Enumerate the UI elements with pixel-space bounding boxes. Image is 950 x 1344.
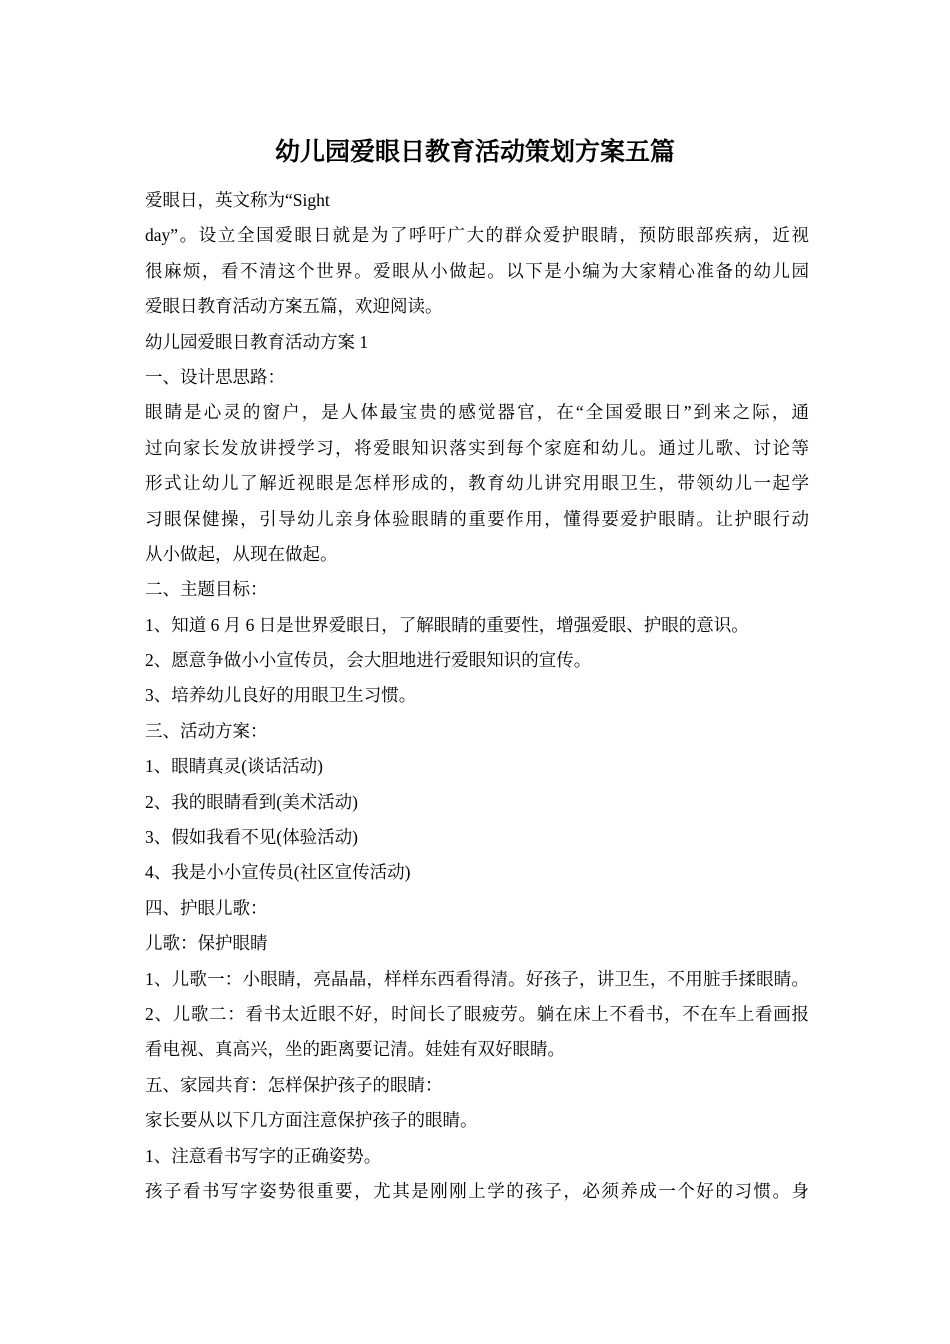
list-item: 1、眼睛真灵(谈话活动)	[145, 756, 323, 777]
text-line: 儿歌：保护眼睛	[145, 933, 268, 954]
section-heading: 一、设计思思路：	[145, 366, 285, 387]
text-line: 从小做起，从现在做起。	[145, 543, 338, 564]
list-item: 2、我的眼睛看到(美术活动)	[145, 791, 358, 812]
text-line: 习眼保健操，引导幼儿亲身体验眼睛的重要作用，懂得要爱护眼睛。让护眼行动	[145, 508, 809, 529]
text-line: 家长要从以下几方面注意保护孩子的眼睛。	[145, 1110, 478, 1131]
list-item: 1、知道 6 月 6 日是世界爱眼日，了解眼睛的重要性，增强爱眼、护眼的意识。	[145, 614, 749, 635]
text-line: day”。设立全国爱眼日就是为了呼吁广大的群众爱护眼睛，预防眼部疾病，近视	[145, 225, 809, 246]
section-heading: 二、主题目标：	[145, 579, 268, 600]
text-line: 孩子看书写字姿势很重要，尤其是刚刚上学的孩子，必须养成一个好的习惯。身	[145, 1180, 809, 1201]
list-item: 2、愿意争做小小宣传员，会大胆地进行爱眼知识的宣传。	[145, 650, 592, 671]
text-line: 看电视、真高兴，坐的距离要记清。娃娃有双好眼睛。	[145, 1039, 565, 1060]
text-line: 爱眼日，英文称为“Sight	[145, 190, 330, 210]
list-item: 3、培养幼儿良好的用眼卫生习惯。	[145, 685, 417, 706]
section-heading: 三、活动方案：	[145, 720, 268, 741]
section-heading: 幼儿园爱眼日教育活动方案 1	[145, 331, 369, 352]
document-body	[145, 186, 809, 1212]
section-heading: 五、家园共育：怎样保护孩子的眼睛：	[145, 1074, 443, 1095]
section-heading: 四、护眼儿歌：	[145, 897, 268, 918]
list-item: 1、儿歌一：小眼睛，亮晶晶，样样东西看得清。好孩子，讲卫生，不用脏手揉眼睛。	[145, 968, 809, 989]
list-item: 4、我是小小宣传员(社区宣传活动)	[145, 862, 411, 883]
text-line: 很麻烦，看不清这个世界。爱眼从小做起。以下是小编为大家精心准备的幼儿园	[145, 260, 809, 281]
text-line: 过向家长发放讲授学习，将爱眼知识落实到每个家庭和幼儿。通过儿歌、讨论等	[145, 437, 809, 458]
text-line: 眼睛是心灵的窗户，是人体最宝贵的感觉器官，在“全国爱眼日”到来之际，通	[145, 402, 809, 423]
document-title: 幼儿园爱眼日教育活动策划方案五篇	[274, 137, 675, 166]
list-item: 3、假如我看不见(体验活动)	[145, 827, 358, 848]
list-item: 2、儿歌二：看书太近眼不好，时间长了眼疲劳。躺在床上不看书，不在车上看画报	[145, 1003, 809, 1024]
list-item: 1、注意看书写字的正确姿势。	[145, 1145, 382, 1166]
text-line: 爱眼日教育活动方案五篇，欢迎阅读。	[145, 296, 443, 317]
text-line: 形式让幼儿了解近视眼是怎样形成的，教育幼儿讲究用眼卫生，带领幼儿一起学	[145, 473, 809, 494]
